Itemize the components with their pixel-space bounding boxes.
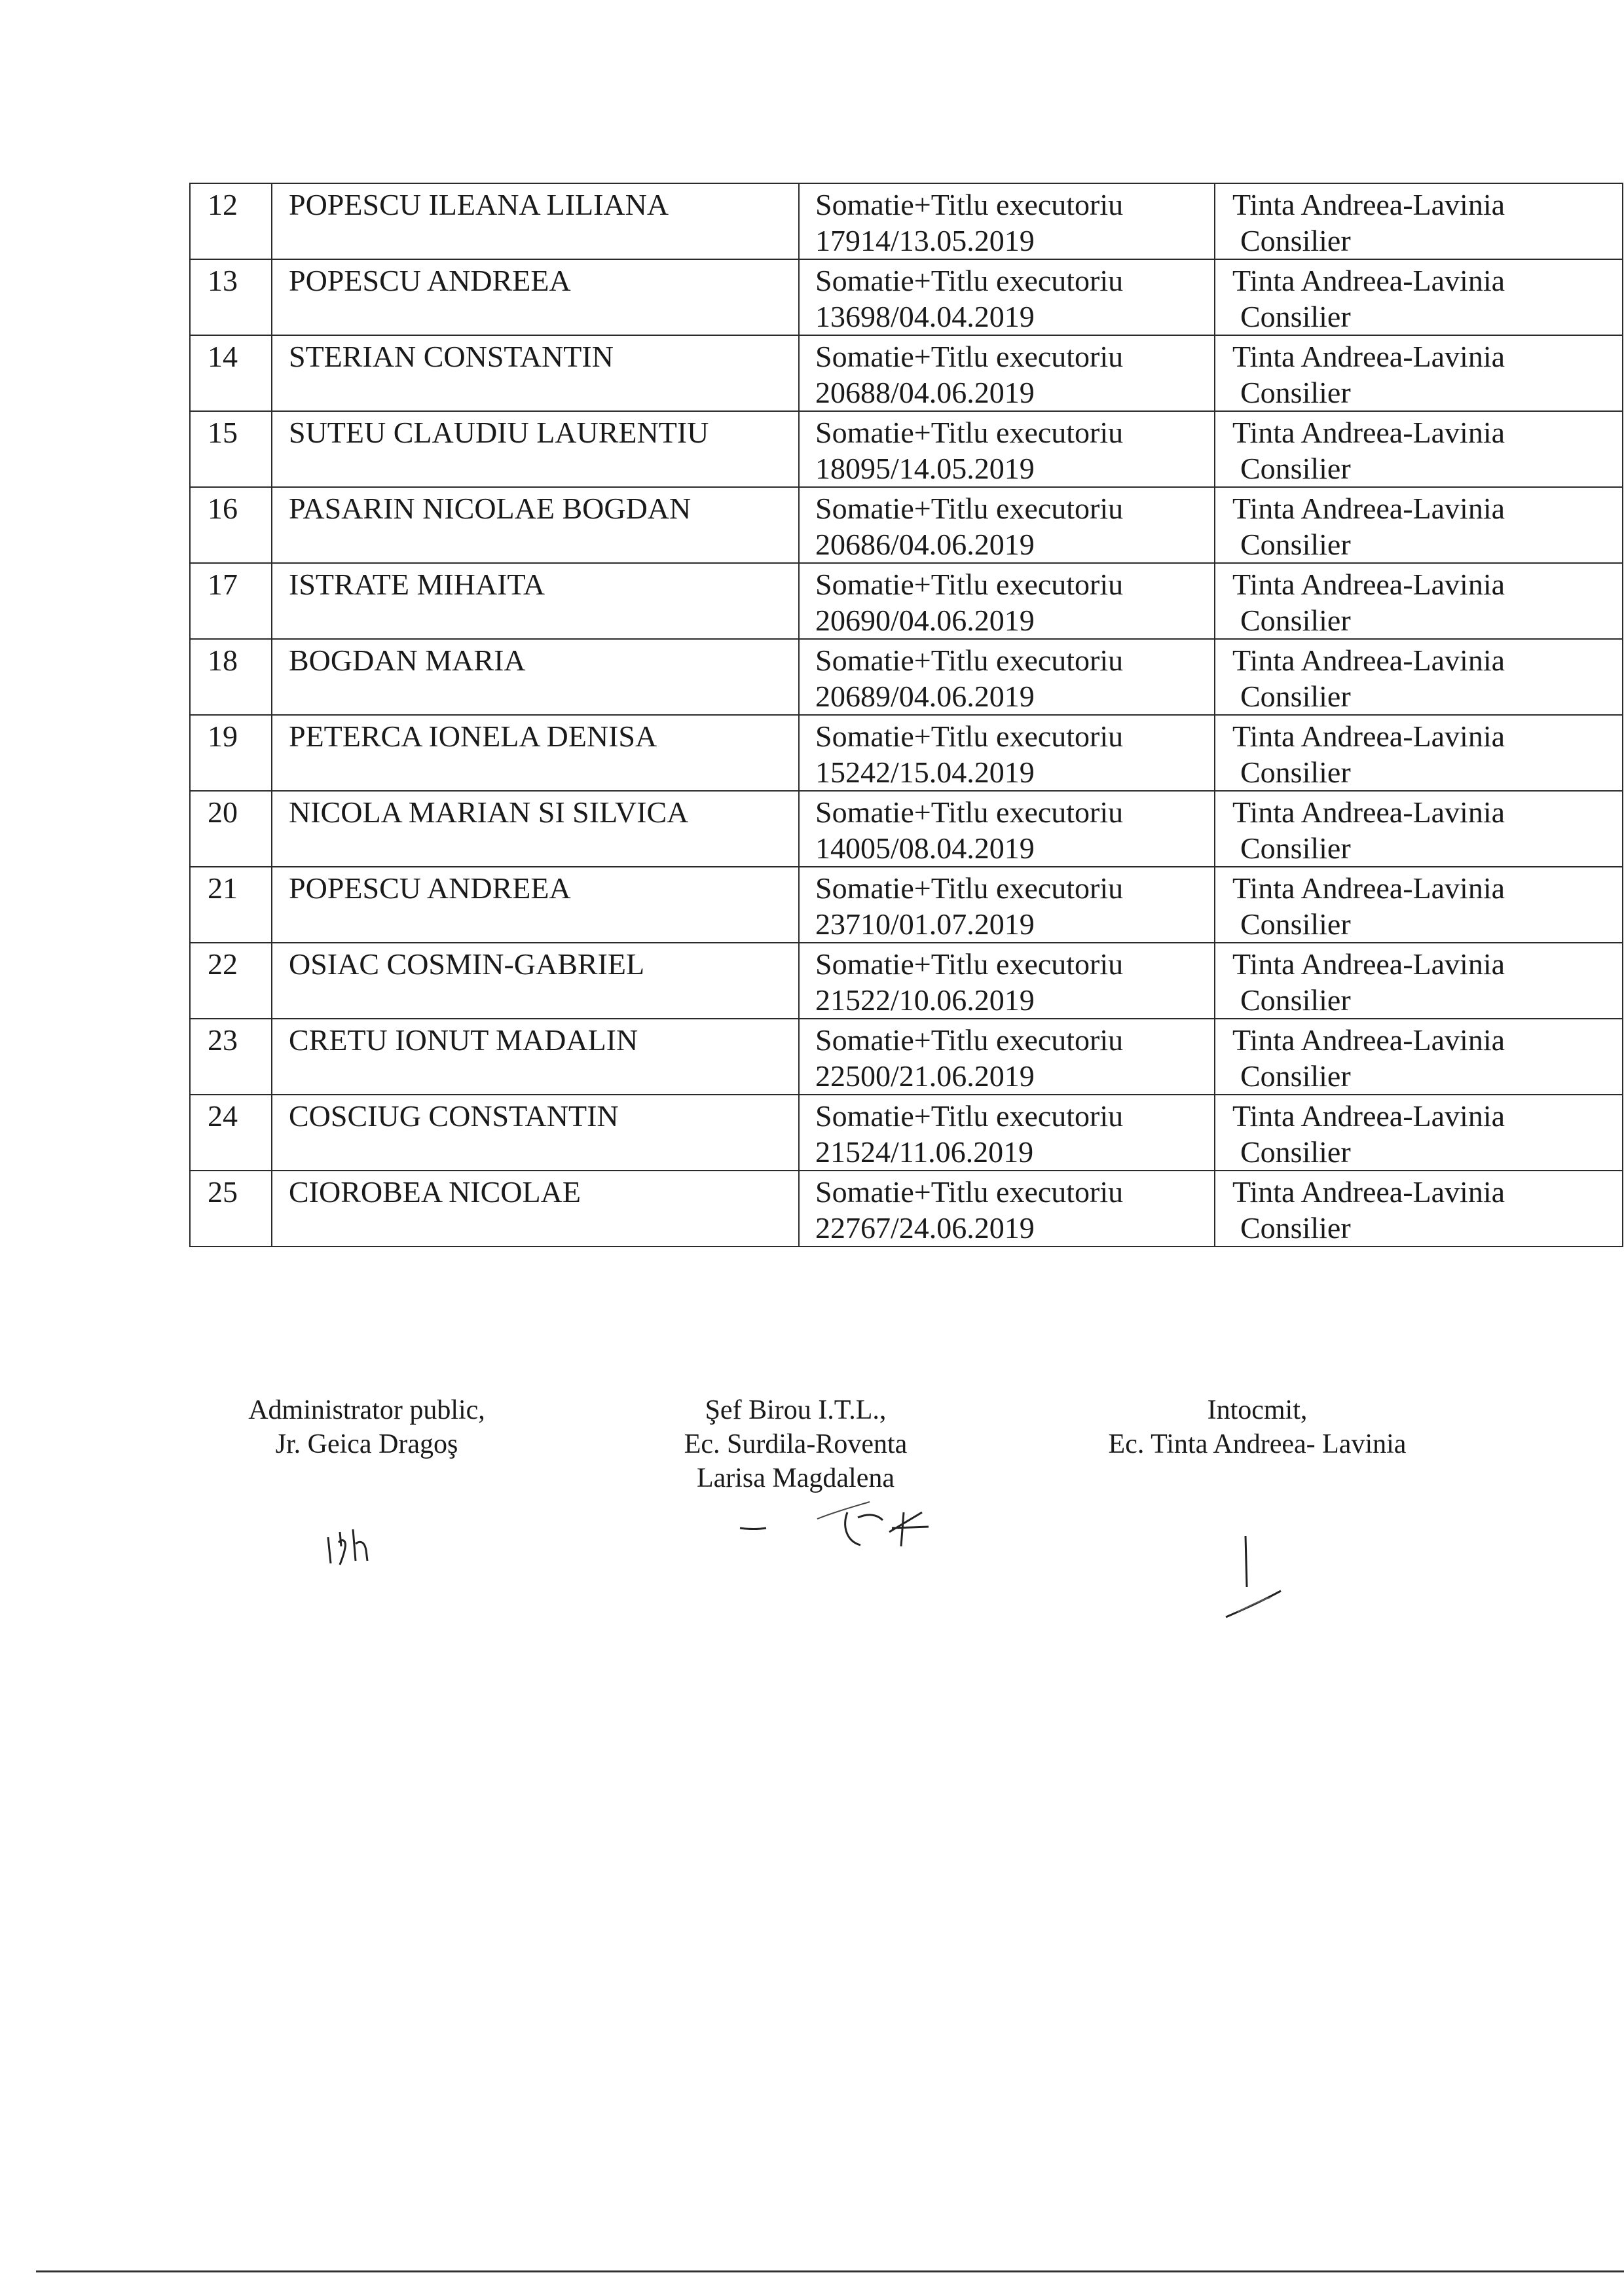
debtor-name-cell: [272, 183, 799, 259]
document-type: Somatie+Titlu executoriu: [815, 1099, 1124, 1133]
debtor-name-cell: [272, 715, 799, 791]
document-type: Somatie+Titlu executoriu: [815, 340, 1124, 373]
responsible-cell: [1215, 867, 1623, 943]
document-number: 23710/01.07.2019: [815, 907, 1035, 941]
table-row: [190, 1095, 1623, 1171]
table-row: [190, 1019, 1623, 1095]
debtor-name: POPESCU ANDREEA: [289, 871, 571, 905]
responsible-name: Tinta Andreea-Lavinia: [1232, 568, 1505, 601]
row-number-cell: [190, 411, 272, 487]
debtor-name: CIOROBEA NICOLAE: [289, 1175, 581, 1209]
responsible-role: Consilier: [1240, 300, 1351, 333]
document-cell: [799, 867, 1215, 943]
document-number: 17914/13.05.2019: [815, 224, 1035, 257]
responsible-name: Tinta Andreea-Lavinia: [1232, 264, 1505, 297]
responsible-cell: [1215, 639, 1623, 715]
responsible-role: Consilier: [1240, 983, 1351, 1017]
debtor-name: POPESCU ANDREEA: [289, 264, 571, 297]
document-number: 20689/04.06.2019: [815, 680, 1035, 713]
signature-block-intocmit: [1054, 1393, 1460, 1461]
sef-name-line2: Larisa Magdalena: [696, 1463, 895, 1493]
row-number-cell: [190, 1171, 272, 1247]
row-number: 20: [208, 795, 238, 829]
row-number: 17: [208, 568, 238, 601]
sef-name-line1: Ec. Surdila-Roventa: [684, 1429, 908, 1459]
responsible-cell: [1215, 715, 1623, 791]
sef-signature-icon: [732, 1486, 942, 1558]
row-number-cell: [190, 791, 272, 867]
row-number-cell: [190, 259, 272, 335]
document-type: Somatie+Titlu executoriu: [815, 644, 1124, 677]
debtor-name-cell: [272, 943, 799, 1019]
table-row: [190, 943, 1623, 1019]
document-number: 20690/04.06.2019: [815, 604, 1035, 637]
responsible-role: Consilier: [1240, 224, 1351, 257]
responsible-cell: [1215, 1019, 1623, 1095]
responsible-name: Tinta Andreea-Lavinia: [1232, 1099, 1505, 1133]
debtor-name: STERIAN CONSTANTIN: [289, 340, 614, 373]
document-type: Somatie+Titlu executoriu: [815, 1023, 1124, 1057]
table-row: [190, 639, 1623, 715]
document-number: 15242/15.04.2019: [815, 756, 1035, 789]
document-cell: [799, 715, 1215, 791]
debtor-name: PETERCA IONELA DENISA: [289, 720, 657, 753]
debtor-name-cell: [272, 867, 799, 943]
row-number-cell: [190, 563, 272, 639]
records-table: [189, 183, 1623, 1247]
document-number: 20688/04.06.2019: [815, 376, 1035, 409]
document-type: Somatie+Titlu executoriu: [815, 720, 1124, 753]
row-number-cell: [190, 639, 272, 715]
signature-block-sef: [645, 1393, 946, 1495]
signature-block-admin: [196, 1393, 537, 1461]
records-table-body: [190, 183, 1623, 1247]
row-number-cell: [190, 1019, 272, 1095]
table-row: [190, 183, 1623, 259]
row-number: 22: [208, 947, 238, 981]
responsible-role: Consilier: [1240, 756, 1351, 789]
responsible-name: Tinta Andreea-Lavinia: [1232, 416, 1505, 449]
intocmit-name: Ec. Tinta Andreea- Lavinia: [1108, 1429, 1407, 1459]
document-cell: [799, 639, 1215, 715]
admin-name: Jr. Geica Dragoş: [275, 1429, 458, 1459]
responsible-role: Consilier: [1240, 1135, 1351, 1169]
document-cell: [799, 1095, 1215, 1171]
debtor-name-cell: [272, 487, 799, 563]
debtor-name: COSCIUG CONSTANTIN: [289, 1099, 619, 1133]
debtor-name-cell: [272, 563, 799, 639]
row-number: 21: [208, 871, 238, 905]
document-number: 21524/11.06.2019: [815, 1135, 1034, 1169]
debtor-name-cell: [272, 639, 799, 715]
row-number-cell: [190, 335, 272, 411]
row-number-cell: [190, 183, 272, 259]
row-number: 19: [208, 720, 238, 753]
responsible-role: Consilier: [1240, 1059, 1351, 1093]
responsible-role: Consilier: [1240, 528, 1351, 561]
table-row: [190, 715, 1623, 791]
table-row: [190, 335, 1623, 411]
bottom-rule: [36, 2270, 1624, 2272]
debtor-name-cell: [272, 1095, 799, 1171]
debtor-name: PASARIN NICOLAE BOGDAN: [289, 492, 692, 525]
responsible-name: Tinta Andreea-Lavinia: [1232, 1175, 1505, 1209]
document-type: Somatie+Titlu executoriu: [815, 947, 1124, 981]
responsible-cell: [1215, 1171, 1623, 1247]
responsible-name: Tinta Andreea-Lavinia: [1232, 492, 1505, 525]
document-cell: [799, 943, 1215, 1019]
debtor-name-cell: [272, 1171, 799, 1247]
responsible-name: Tinta Andreea-Lavinia: [1232, 871, 1505, 905]
row-number: 14: [208, 340, 238, 373]
document-type: Somatie+Titlu executoriu: [815, 568, 1124, 601]
responsible-cell: [1215, 411, 1623, 487]
row-number: 25: [208, 1175, 238, 1209]
document-cell: [799, 563, 1215, 639]
document-cell: [799, 487, 1215, 563]
document-type: Somatie+Titlu executoriu: [815, 795, 1124, 829]
responsible-cell: [1215, 1095, 1623, 1171]
row-number-cell: [190, 943, 272, 1019]
document-number: 18095/14.05.2019: [815, 452, 1035, 485]
document-type: Somatie+Titlu executoriu: [815, 188, 1124, 221]
document-number: 22500/21.06.2019: [815, 1059, 1035, 1093]
document-type: Somatie+Titlu executoriu: [815, 1175, 1124, 1209]
debtor-name-cell: [272, 1019, 799, 1095]
document-number: 21522/10.06.2019: [815, 983, 1035, 1017]
table-row: [190, 259, 1623, 335]
debtor-name: BOGDAN MARIA: [289, 644, 526, 677]
responsible-role: Consilier: [1240, 376, 1351, 409]
responsible-name: Tinta Andreea-Lavinia: [1232, 720, 1505, 753]
responsible-cell: [1215, 487, 1623, 563]
responsible-cell: [1215, 943, 1623, 1019]
row-number: 24: [208, 1099, 238, 1133]
debtor-name-cell: [272, 259, 799, 335]
debtor-name: OSIAC COSMIN-GABRIEL: [289, 947, 645, 981]
document-cell: [799, 335, 1215, 411]
debtor-name: SUTEU CLAUDIU LAURENTIU: [289, 416, 709, 449]
intocmit-signature-icon: [1218, 1532, 1290, 1630]
document-cell: [799, 411, 1215, 487]
intocmit-title: Intocmit,: [1207, 1395, 1308, 1425]
row-number-cell: [190, 715, 272, 791]
responsible-cell: [1215, 183, 1623, 259]
document-type: Somatie+Titlu executoriu: [815, 264, 1124, 297]
row-number: 23: [208, 1023, 238, 1057]
responsible-cell: [1215, 791, 1623, 867]
row-number: 13: [208, 264, 238, 297]
document-number: 14005/08.04.2019: [815, 831, 1035, 865]
document-number: 13698/04.04.2019: [815, 300, 1035, 333]
responsible-name: Tinta Andreea-Lavinia: [1232, 947, 1505, 981]
responsible-role: Consilier: [1240, 907, 1351, 941]
responsible-name: Tinta Andreea-Lavinia: [1232, 188, 1505, 221]
row-number: 15: [208, 416, 238, 449]
debtor-name-cell: [272, 335, 799, 411]
document-type: Somatie+Titlu executoriu: [815, 871, 1124, 905]
responsible-name: Tinta Andreea-Lavinia: [1232, 795, 1505, 829]
admin-signature-icon: [324, 1518, 396, 1570]
debtor-name: NICOLA MARIAN SI SILVICA: [289, 795, 689, 829]
responsible-role: Consilier: [1240, 680, 1351, 713]
row-number-cell: [190, 487, 272, 563]
responsible-role: Consilier: [1240, 452, 1351, 485]
debtor-name: CRETU IONUT MADALIN: [289, 1023, 638, 1057]
table-row: [190, 791, 1623, 867]
document-number: 20686/04.06.2019: [815, 528, 1035, 561]
table-row: [190, 1171, 1623, 1247]
document-type: Somatie+Titlu executoriu: [815, 492, 1124, 525]
row-number: 16: [208, 492, 238, 525]
document-cell: [799, 183, 1215, 259]
responsible-cell: [1215, 563, 1623, 639]
table-row: [190, 487, 1623, 563]
table-row: [190, 563, 1623, 639]
row-number-cell: [190, 1095, 272, 1171]
sef-title: Şef Birou I.T.L.,: [705, 1395, 887, 1425]
responsible-cell: [1215, 259, 1623, 335]
document-number: 22767/24.06.2019: [815, 1211, 1035, 1245]
row-number: 12: [208, 188, 238, 221]
admin-title: Administrator public,: [248, 1395, 485, 1425]
document-cell: [799, 259, 1215, 335]
debtor-name: ISTRATE MIHAITA: [289, 568, 545, 601]
row-number: 18: [208, 644, 238, 677]
responsible-role: Consilier: [1240, 831, 1351, 865]
table-row: [190, 411, 1623, 487]
document-cell: [799, 791, 1215, 867]
responsible-role: Consilier: [1240, 1211, 1351, 1245]
responsible-name: Tinta Andreea-Lavinia: [1232, 340, 1505, 373]
document-cell: [799, 1019, 1215, 1095]
responsible-cell: [1215, 335, 1623, 411]
debtor-name: POPESCU ILEANA LILIANA: [289, 188, 669, 221]
responsible-role: Consilier: [1240, 604, 1351, 637]
document-cell: [799, 1171, 1215, 1247]
row-number-cell: [190, 867, 272, 943]
document-type: Somatie+Titlu executoriu: [815, 416, 1124, 449]
debtor-name-cell: [272, 791, 799, 867]
debtor-name-cell: [272, 411, 799, 487]
table-row: [190, 867, 1623, 943]
responsible-name: Tinta Andreea-Lavinia: [1232, 1023, 1505, 1057]
responsible-name: Tinta Andreea-Lavinia: [1232, 644, 1505, 677]
